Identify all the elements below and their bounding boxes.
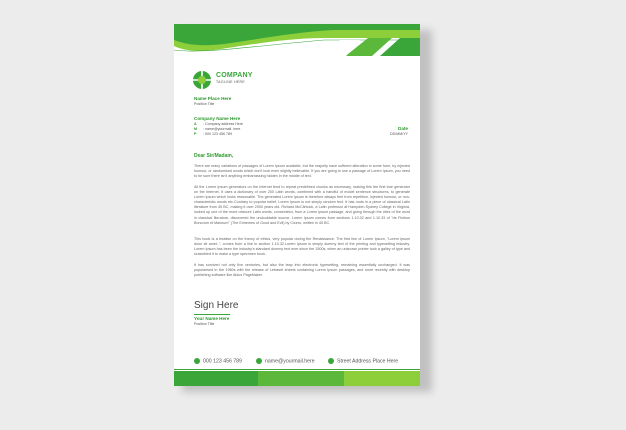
footer-mid xyxy=(258,371,344,386)
letter-paragraph-3: This book is a treatise on the theory of ethics, very popular during the Renaissance. The first line of Lorem Ipsum, "Lorem ipsum dolor sit amet..", comes from a line in section 1.10.32.Lorem Ipsum is simply dummy text of the printing and typesetting industry. Lorem Ipsum has been the industry's standard dummy text ever since the 1500s, when an unknown printer took a galley of type and scrambled it to make a type specimen book. xyxy=(194,237,410,257)
letter-paragraph-1: There are many variations of passages of Lorem Ipsum available, but the majority have suffered alteration in some form, by injected humour, or randomised words which don't look even slightly believable. If you are going to use a passage of Lorem Ipsum, you need to be sure there isn't anything embarrassing hidden in the middle of text. xyxy=(194,164,410,179)
footer-address-text: Street Address Place Here xyxy=(337,358,399,365)
mail-icon xyxy=(256,358,262,364)
signature-name: Your Name Here xyxy=(194,316,230,321)
location-icon xyxy=(328,358,334,364)
recipient-address-row xyxy=(194,122,243,126)
signature-title: Position Title xyxy=(194,322,215,326)
letterhead-page xyxy=(174,24,420,386)
footer-dark xyxy=(174,371,258,386)
footer-divider xyxy=(174,369,420,370)
footer-email xyxy=(256,358,315,364)
footer-phone-text: 000 123 456 789 xyxy=(203,358,242,365)
recipient-phone: : 000 123 456 789 xyxy=(203,132,232,136)
recipient-phone-row xyxy=(194,132,232,136)
phone-key: P xyxy=(194,132,197,136)
sender-title: Position Title xyxy=(194,102,215,106)
company-name: COMPANY xyxy=(216,72,253,79)
letter-greeting: Dear Sir/Madam, xyxy=(194,153,234,159)
sender-name: Name Place Here xyxy=(194,96,232,101)
footer-email-text: name@yourmail.here xyxy=(265,358,315,365)
date-label: Date xyxy=(398,126,408,131)
address-key: A xyxy=(194,122,197,126)
recipient-mail-row xyxy=(194,127,240,131)
company-tagline: TAGLINE HERE xyxy=(216,80,246,84)
recipient-mail: : name@yourmail. here xyxy=(203,127,241,131)
date-value: DD/MM/YY xyxy=(390,132,408,136)
footer-address xyxy=(328,358,398,364)
mail-key: M xyxy=(194,127,197,131)
recipient-address: : Company address Here xyxy=(203,122,243,126)
phone-icon xyxy=(194,358,200,364)
signature: Sign Here xyxy=(194,300,239,311)
footer-light xyxy=(344,371,420,386)
letter-paragraph-2: All the Lorem Ipsum generators on the Internet tend to repeat predefined chunks as necessary, making this the first true generator on the Internet. It uses a dictionary of over 200 Latin words, combined with a handful of model sentence structures, to generate Lorem Ipsum which looks reasonable. The generated Lorem Ipsum is therefore always free from repetition, injected humour, or non-characteristic words etc.Contrary to popular belief, Lorem Ipsum is not simply random text. It has roots in a piece of classical Latin literature from 45 BC, making it over 2000 years old. Richard McClintock, a Latin professor at Hampden-Sydney College in Virginia, looked up one of the more obscure Latin words, consectetur, from a Lorem Ipsum passage, and going through the cites of the word in classical literature, discovered the undoubtable source. Lorem Ipsum comes from sections 1.10.32 and 1.10.33 of "de Finibus Bonorum et Malorum" (The Extremes of Good and Evil) by Cicero, written in 45 BC. xyxy=(194,185,410,225)
letter-paragraph-4: It has survived not only five centuries, but also the leap into electronic typesetting, remaining essentially unchanged. It was popularised in the 1960s with the release of Letraset sheets containing Lorem Ipsum passages, and more recently with desktop publishing software like Aldus PageMaker. xyxy=(194,263,410,278)
recipient-company: Company Name Here xyxy=(194,116,241,121)
company-logo-icon xyxy=(192,70,212,90)
footer-phone xyxy=(194,358,242,364)
signature-underline xyxy=(194,314,230,315)
